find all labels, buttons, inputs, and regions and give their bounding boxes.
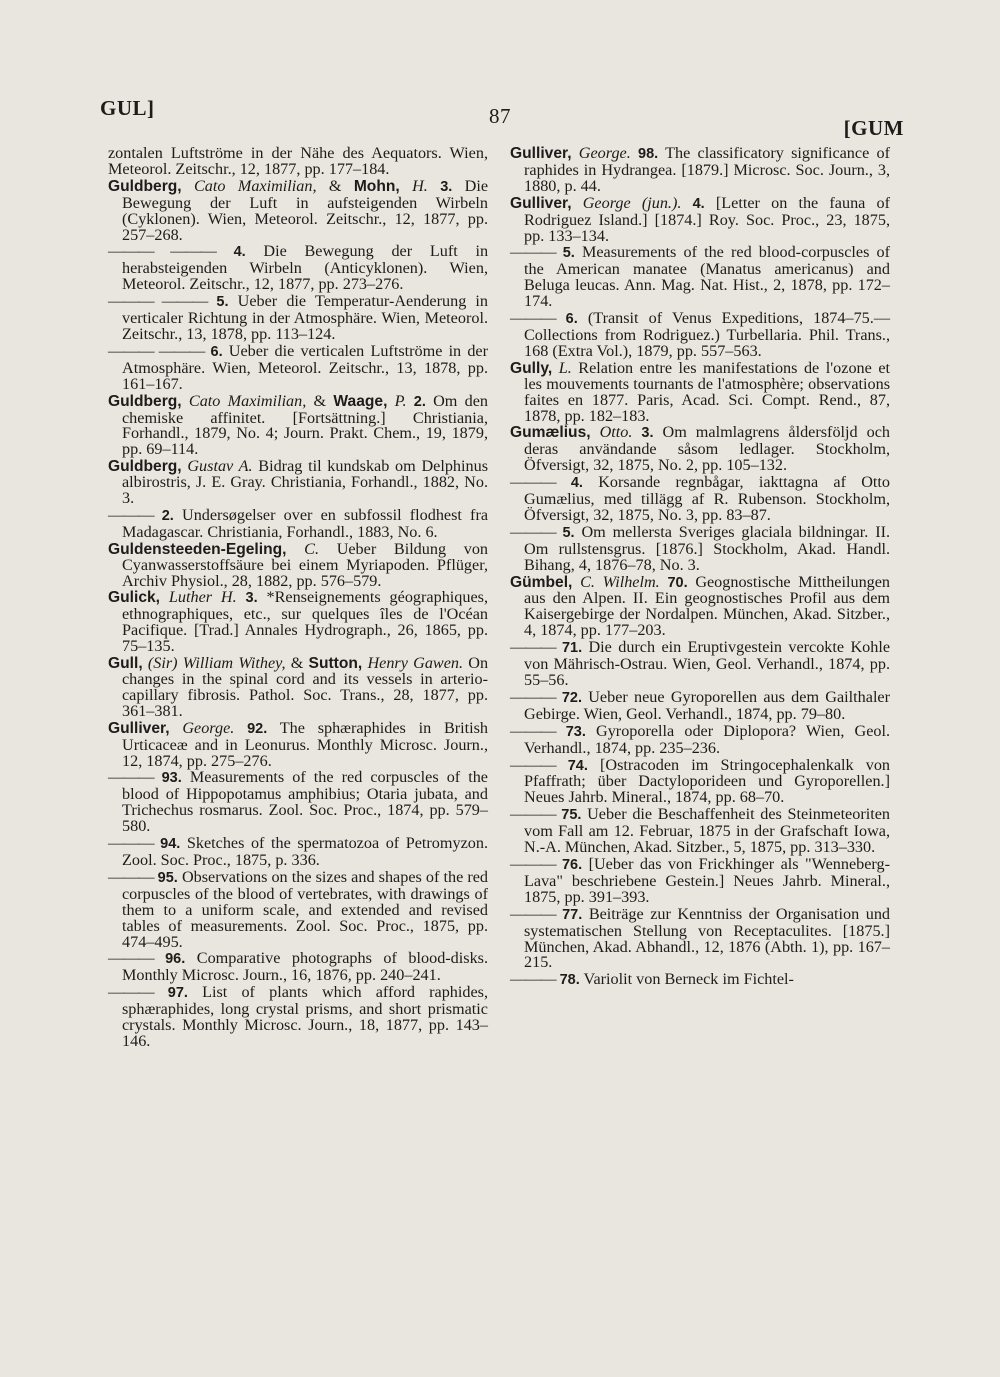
entry-text: zontalen Luftströme in der Nähe des Aequators. Wien, Meteorol. Zeitschr., 12, 1877, pp. 177–184. (108, 144, 488, 178)
ditto-dash: ——— (510, 721, 556, 740)
entry-text: Om den chemiske affinitet. [Fortsättning.] Christiania, Forhandl., 1879, No. 4; Journ. Prakt. Chem., 19, 1879, pp. 69–114. (122, 391, 489, 459)
author-surname: Gulliver, (510, 194, 572, 212)
entry-text: Measurements of the red blood-corpuscles of the American manatee (Manatus americanus) and Beluga leucas. Ann. Mag. Nat. Hist., 2, 1878, pp. 172–174. (524, 243, 891, 311)
entry-number: 95. (157, 869, 178, 886)
author-surname: Gümbel, (510, 573, 573, 591)
entry-text: Comparative photographs of blood-disks. Monthly Microsc. Journ., 16, 1876, pp. 240–241. (122, 949, 489, 985)
ditto-dash: ——— (510, 805, 556, 824)
ditto-dash: ——— (510, 755, 556, 774)
entry-text: Beiträge zur Kenntniss der Organisation und systematischen Stellung von Receptaculites. [1875.] München, Akad. Abhandl., 12, 1876 (Abth. 1), pp. 167–215. (524, 904, 891, 972)
entry-number: 96. (165, 951, 186, 968)
entry-number: 4. (233, 244, 246, 261)
entry-text: [Ostracoden im Stringocephalenkalk von Pfaffrath; über Dactyloporideen und Gyroporellen.] Neues Jahrb. Mineral., 1874, pp. 68–70. (524, 755, 891, 807)
ditto-dash: ——— (510, 473, 556, 492)
bibliography-entry (108, 718, 489, 770)
author-forenames: Gustav A. (187, 457, 253, 476)
ditto-dash: ——— (510, 243, 556, 262)
entry-number: 71. (561, 640, 583, 657)
coauthor-forenames: P. (394, 391, 407, 410)
bibliography-subentry (510, 475, 890, 524)
entry-text: Ueber neue Gyroporellen aus dem Gailthaler Gebirge. Wien, Geol. Verhandl., 1874, pp. 79–80. (524, 687, 891, 723)
entry-number: 5. (562, 245, 575, 262)
author-surname: Guldberg, (108, 458, 182, 476)
running-head-left: GUL] (100, 96, 155, 120)
entry-number: 73. (565, 723, 586, 740)
author-surname: Gully, (510, 359, 553, 377)
ditto-dash: ——— (510, 638, 556, 657)
bibliography-subentry (510, 687, 891, 723)
coauthor-surname: Waage, (333, 392, 388, 410)
ditto-dash: ——— (510, 522, 556, 541)
entry-text: Die Bewegung der Luft in herabsteigenden Wirbeln (Anticyklonen). Wien, Meteorol. Zeitschr., 12, 1877, pp. 273–276. (122, 242, 489, 294)
entry-number: 78. (559, 972, 580, 989)
entry-text: Geognostische Mittheilungen aus den Alpen. II. Ein geognostisches Profil aus dem Kaisergebirge der Nordalpen. München, Akad. Sitzber., 4, 1874, pp. 177–203. (524, 572, 891, 640)
bibliography-subentry (108, 505, 489, 541)
entry-text: Gyroporella oder Diplopora? Wien, Geol. Verhandl., 1874, pp. 235–236. (524, 721, 891, 757)
author-forenames: George (jun.). (582, 193, 682, 212)
entry-text: List of plants which afford raphides, sphæraphides, long crystal prisms, and short prismatic crystals. Monthly Microsc. Journ., 18, 1877, pp. 143–146. (122, 983, 489, 1050)
entry-text: Ueber die Beschaffenheit des Steinmeteoriten vom Fall am 12. Februar, 1875 in der Grafschaft Iowa, N.-A. München, Akad. Sitzber., 5, 1875, pp. 313–330. (524, 805, 891, 857)
entry-text: Relation entre les manifestations de l'ozone et les mouvements tournants de l'atmosphère; observations faites en 1877. Paris, Acad. Sci. Compt. Rend., 87, 1878, pp. 182–183. (524, 358, 891, 425)
author-forenames: George. (182, 718, 235, 737)
ditto-dash: ——— (108, 867, 154, 886)
bibliography-subentry (108, 951, 488, 984)
author-forenames: C. (304, 539, 320, 558)
entry-text: Variolit von Berneck im Fichtel- (583, 970, 794, 989)
entry-text: Ueber Bildung von Cyanwasserstoffsäure bei einem Myriapoden. Pflüger, Archiv Physiol., 28, 1882, pp. 576–579. (122, 539, 489, 590)
bibliography-subentry (510, 311, 890, 360)
right-column (510, 146, 890, 990)
entry-text: Observations on the sizes and shapes of the red corpuscles of the blood of vertebrates, with drawings of them to a uniform scale, and extended and revised tables of measurements. Zool. Soc. Proc., 1875, pp. 474–495. (122, 867, 489, 951)
bibliography-entry (510, 193, 891, 245)
author-forenames: Luther H. (168, 588, 237, 607)
bibliography-entry (108, 539, 489, 590)
entry-number: 94. (160, 836, 181, 853)
bibliography-entry (510, 572, 891, 640)
bibliography-subentry (108, 867, 489, 951)
entry-text: Om malmlagrens åldersföljd och deras användande såsom ledlager. Stockholm, Öfversigt, 32, 1875, No. 2, pp. 105–132. (524, 423, 890, 475)
bibliography-subentry (108, 985, 488, 1050)
author-forenames: George. (578, 144, 631, 162)
ditto-dash: ——— (108, 983, 154, 1002)
entry-text: Bidrag til kundskab om Delphinus albirostris, J. E. Gray. Christiania, Forhandl., 1882, No. 3. (122, 457, 488, 508)
entry-number: 6. (565, 311, 578, 328)
entry-number: 72. (561, 689, 582, 706)
entry-text: Sketches of the spermatozoa of Petromyzon. Zool. Soc. Proc., 1875, p. 336. (122, 834, 489, 869)
entry-text: *Renseignements géographiques, ethnographiques, etc., sur quelques îles de l'Océan Pacifique. [Trad.] Annales Hydrograph., 26, 1865, pp. 75–135. (122, 588, 489, 656)
bibliography-subentry (108, 341, 489, 393)
entry-number: 4. (692, 195, 705, 212)
entry-number: 76. (561, 856, 583, 873)
bibliography-subentry (510, 807, 890, 856)
bibliography-entry (108, 590, 488, 655)
author-surname: Guldberg, (108, 177, 182, 195)
left-column (108, 146, 488, 1051)
ditto-dash: ——— (108, 505, 154, 524)
ditto-dash: ——— ——— (108, 341, 205, 360)
entry-text: The sphæraphides in British Urticaceæ and in Leonurus. Monthly Microsc. Journ., 12, 1874, pp. 275–276. (122, 718, 489, 770)
entry-number: 3. (245, 590, 258, 607)
entry-number: 77. (562, 906, 583, 923)
entry-text: Ueber die Temperatur-Aenderung in verticaler Richtung in der Atmosphäre. Wien, Meteorol. Zeitschr., 13, 1878, pp. 113–124. (122, 292, 489, 343)
bibliography-subentry (510, 755, 891, 807)
entry-text: Om mellersta Sveriges glaciala bildningar. II. Om rullstensgrus. [1876.] Stockholm, Akad. Handl. Bihang, 4, 1876–78, No. 3. (524, 522, 891, 574)
author-surname: Guldberg, (108, 392, 182, 410)
entry-number: 98. (638, 146, 659, 162)
ditto-dash: ——— (510, 309, 556, 328)
coauthor-forenames: H. (412, 176, 428, 195)
entry-text: (Transit of Venus Expeditions, 1874–75.—Collections from Rodriguez.) Turbellaria. Phil. Trans., 168 (Extra Vol.), 1879, pp. 557–563. (524, 309, 891, 360)
bibliography-subentry (510, 972, 890, 989)
ditto-dash: ——— (510, 854, 556, 873)
entry-text: Korsande regnbågar, iakttagna af Otto Gumælius, med tillägg af R. Rubenson. Stockholm, Öfversigt, 32, 1875, No. 3, pp. 83–87. (524, 473, 891, 524)
author-surname: Gulliver, (108, 719, 170, 737)
coauthor-forenames: Henry Gawen. (367, 654, 464, 673)
entry-number: 2. (413, 393, 426, 410)
ditto-dash: ——— ——— (108, 292, 208, 311)
bibliography-subentry (108, 244, 488, 293)
bibliography-entry: Guldberg, Cato Maximilian, & Mohn, H. 3. Die Bewegung der Luft in aufsteigenden Wirbeln (Cyklonen). Wien, Meteorol. Zeitschr., 12, 1877, pp. 257–268. (108, 176, 489, 244)
bibliography-subentry (510, 854, 890, 906)
entry-text: On changes in the spinal cord and its vessels in arterio-capillary fibrosis. Pathol. Soc. Trans., 28, 1877, pp. 361–381. (122, 654, 489, 720)
bibliography-entry (510, 146, 890, 195)
entry-number: 2. (161, 507, 174, 524)
entry-text: Undersøgelser over en subfossil flodhest fra Madagascar. Christiania, Forhandl., 1883, No. 6. (122, 505, 489, 541)
bibliography-subentry (108, 770, 488, 835)
author-forenames: Cato Maximilian, (188, 391, 307, 410)
entry-number: 6. (210, 343, 223, 360)
author-forenames: L. (558, 358, 572, 377)
bibliography-subentry (510, 721, 891, 757)
page-number: 87 (489, 104, 511, 128)
entry-number: 4. (570, 475, 583, 492)
entry-number: 5. (216, 294, 229, 311)
author-forenames: Otto. (599, 423, 633, 442)
author-surname: Gulliver, (510, 145, 572, 162)
ditto-dash: ——— (510, 687, 556, 706)
running-head-right: [GUM (843, 116, 904, 140)
entry-number: 97. (167, 985, 188, 1002)
entry-number: 74. (567, 757, 588, 774)
entry-text: Measurements of the red corpuscles of the blood of Hippopotamus amphibius; Otaria jubata, and Trichechus rosmarus. Zool. Soc. Proc., 1874, pp. 579–580. (122, 768, 488, 836)
entry-text: [Ueber das von Frickhinger als "Wenneberg-Lava" beschriebene Gestein.] Neues Jahrb. Mineral., 1875, pp. 391–393. (524, 854, 890, 906)
entry-text: Die durch ein Eruptivgestein vercokte Kohle von Mährisch-Ostrau. Wien, Geol. Verhandl., 1874, pp. 55–56. (524, 638, 891, 689)
author-forenames: Cato Maximilian, (194, 176, 317, 195)
ditto-dash: ——— (108, 834, 154, 853)
ditto-dash: ——— (510, 904, 556, 923)
entry-number: 92. (247, 720, 268, 737)
bibliography-entry: Gull, (Sir) William Withey, & Sutton, Henry Gawen. On changes in the spinal cord and its vessels in arterio-capillary fibrosis. Pathol. Soc. Trans., 28, 1877, pp. 361–381. (108, 654, 489, 720)
entry-number: 3. (641, 425, 654, 442)
bibliography-subentry (510, 904, 891, 972)
author-forenames: C. Wilhelm. (580, 572, 660, 591)
bibliography-entry (510, 425, 890, 474)
coauthor-surname: Mohn, (353, 177, 400, 195)
ditto-dash: ——— (108, 768, 154, 787)
bibliography-subentry (510, 640, 890, 689)
bibliography-entry (510, 358, 891, 425)
author-surname: Gulick, (108, 589, 160, 607)
bibliography-subentry (108, 294, 488, 343)
author-surname: Gumælius, (510, 424, 591, 442)
entry-number: 3. (440, 178, 453, 195)
ditto-dash: ——— ——— (108, 242, 216, 261)
ditto-dash: ——— (510, 970, 556, 989)
entry-text: Die Bewegung der Luft in aufsteigenden Wirbeln (Cyklonen). Wien, Meteorol. Zeitschr., 12, 1877, pp. 257–268. (122, 176, 489, 244)
ditto-dash: ——— (108, 949, 154, 968)
coauthor-surname: Sutton, (308, 655, 363, 673)
bibliography-entry (108, 459, 488, 507)
author-surname: Gull, (108, 655, 143, 673)
bibliography-subentry (108, 836, 488, 869)
entry-text: [Letter on the fauna of Rodriguez Island.] [1874.] Roy. Soc. Proc., 23, 1875, pp. 133–134. (524, 193, 891, 245)
entry-number: 93. (161, 770, 182, 787)
bibliography-subentry (510, 522, 891, 574)
author-surname: Guldensteeden-Egeling, (108, 540, 287, 558)
bibliography-entry: Guldberg, Cato Maximilian, & Waage, P. 2. Om den chemiske affinitet. [Fortsättning.] Christiania, Forhandl., 1879, No. 4; Journ. Prakt. Chem., 19, 1879, pp. 69–114. (108, 391, 489, 459)
entry-number: 75. (561, 807, 582, 824)
bibliography-subentry (510, 245, 890, 310)
entry-text: Ueber die verticalen Luftströme in der Atmosphäre. Wien, Meteorol. Zeitschr., 13, 1878, pp. 161–167. (122, 341, 489, 393)
author-forenames: (Sir) William Withey, (147, 654, 286, 673)
entry-text: The classificatory significance of raphides in Hydrangea. [1879.] Microsc. Soc. Journ., 3, 1880, p. 44. (524, 144, 890, 195)
entry-continuation (108, 146, 488, 178)
entry-number: 5. (562, 524, 575, 541)
entry-number: 70. (667, 574, 688, 591)
